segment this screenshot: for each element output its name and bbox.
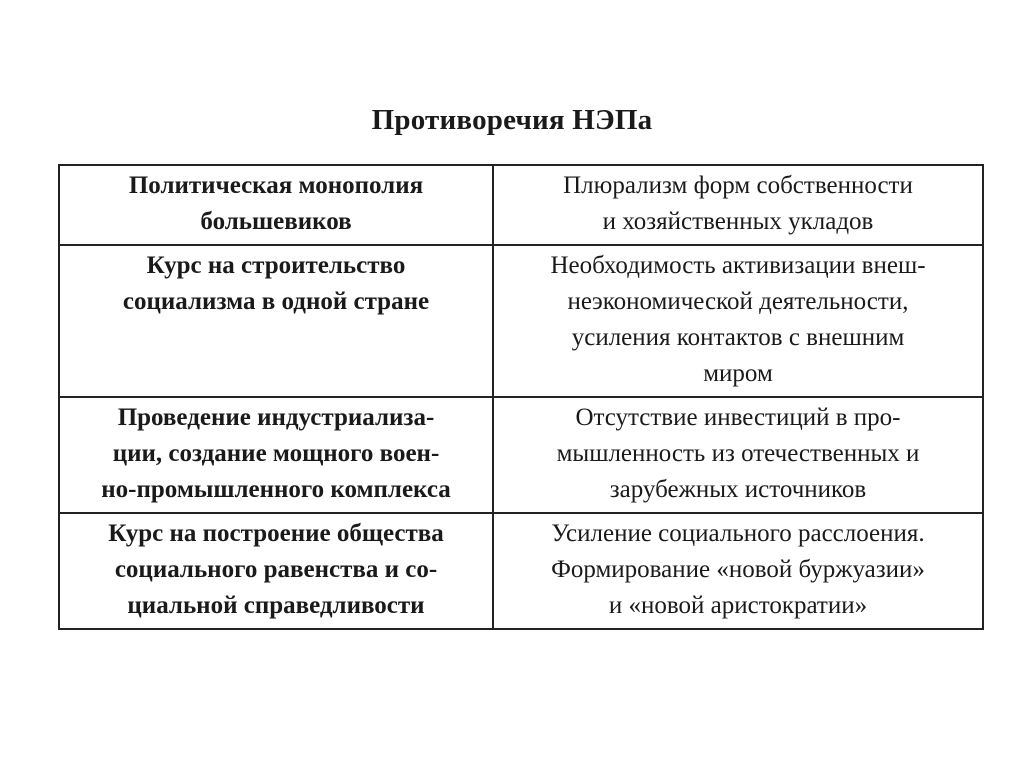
cell-line: усиления контактов с внешним <box>571 324 905 351</box>
right-cell <box>493 397 983 513</box>
cell-line: Плюрализм форм собственности <box>563 172 913 199</box>
page-title: Противоречия НЭПа <box>371 104 653 136</box>
cell-line: Усиление социального расслоения. <box>551 520 925 547</box>
cell-line: но-промышленного комплекса <box>101 476 451 503</box>
cell-line: зарубежных источников <box>609 476 867 503</box>
cell-line: Проведение индустриализа- <box>117 404 435 431</box>
left-cell <box>59 165 493 245</box>
left-cell <box>59 397 493 513</box>
cell-line: социального равенства и со- <box>114 556 438 583</box>
cell-line: и хозяйственных укладов <box>602 208 874 235</box>
cell-line: мышленность из отечественных и <box>556 440 920 467</box>
right-cell <box>493 165 983 245</box>
cell-line: ции, создание мощного воен- <box>112 440 440 467</box>
left-cell <box>59 245 493 397</box>
cell-line: и «новой аристократии» <box>608 592 868 619</box>
contradictions-table <box>58 164 984 630</box>
cell-line: социализма в одной стране <box>122 288 430 315</box>
cell-line: миром <box>703 360 773 387</box>
cell-line: Политическая монополия <box>128 172 424 199</box>
cell-line: большевиков <box>200 208 352 235</box>
table-row <box>59 165 983 245</box>
cell-line: неэкономической деятельности, <box>567 288 909 315</box>
cell-line: циальной справедливости <box>127 592 425 619</box>
table-row <box>59 397 983 513</box>
table-row <box>59 513 983 629</box>
cell-line: Формирование «новой буржуазии» <box>551 556 925 583</box>
cell-line: Курс на строительство <box>146 252 406 279</box>
right-cell <box>493 245 983 397</box>
cell-line: Отсутствие инвестиций в про- <box>575 404 901 431</box>
left-cell <box>59 513 493 629</box>
table-row <box>59 245 983 397</box>
cell-line: Курс на построение общества <box>108 520 444 547</box>
right-cell <box>493 513 983 629</box>
cell-line: Необходимость активизации внеш- <box>550 252 926 279</box>
